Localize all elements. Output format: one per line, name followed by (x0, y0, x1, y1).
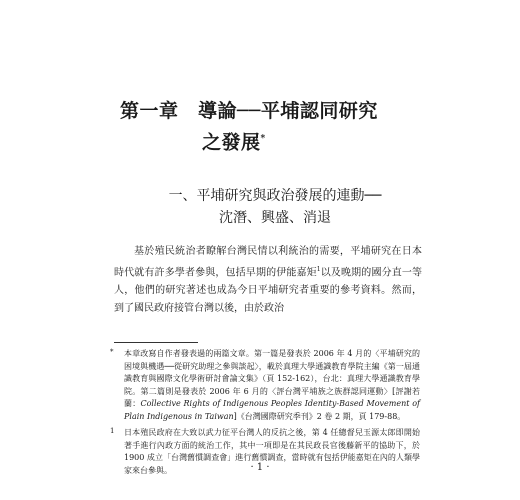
body-text-part-2: 以及晚期的國分直一等人，他們的研究著述也成為今日平埔研究者重要的參考資料。然而，到了國民政府接管台灣以後，由於政治 (114, 267, 423, 315)
section-heading-line-2: 沈潛、興盛、消退 (219, 210, 331, 226)
section-heading-line-1: 一、平埔研究與政治發展的連動── (168, 188, 382, 204)
footnote-star-text-b: ]《台灣國際研究季刊》2 卷 2 期，頁 179-88。 (233, 411, 406, 421)
chapter-note-marker: * (260, 134, 266, 144)
footnote-star-mark: * (110, 348, 114, 356)
footnote-1-text: 日本殖民政府在大致以武力征平台灣人的反抗之後，第 4 任總督兒玉源太郎即開始著手進行內政方面的統治工作，其中一項即是在其民政長官後藤新平的協助下，於 1900 成立「台灣舊慣調查會」進行舊慣調查，當時就有包括伊能嘉矩在內的人類學家來台參與。 (124, 428, 420, 475)
footnote-reference-1: 1 (316, 266, 321, 273)
chapter-title-line-2-text: 之發展 (202, 131, 261, 154)
footnote-1-mark: 1 (110, 427, 115, 435)
body-paragraph (114, 243, 422, 318)
body-text (114, 243, 422, 318)
footnote-star-english-title: Collective Rights of Indigenous Peoples Identity-Based Movement of Plain Indigenous in Taiwan (124, 399, 421, 421)
footnote-star (110, 348, 421, 423)
chapter-title (120, 97, 420, 156)
section-heading (150, 185, 400, 229)
body-text-part-1: 基於殖民統治者瞭解台灣民情以利統治的需要，平埔研究在日本時代就有許多學者參與，包括早期的伊能嘉矩 (114, 246, 422, 279)
footnote-star-text-a: 本章改寫自作者發表過的兩篇文章。第一篇是發表於 2006 年 4 月的〈平埔研究的困境與機遇──從研究助理之參與談起〉，載於真理大學通識教育學院主編《第一屆通識教育與國際文化學術研討會論文集》（頁 152-162），台北：真理大學通識教育學院。第二篇則是發表於 2006 年 6 月的〈評台灣平埔族之族群認同運動〉[評謝若蘭： (124, 349, 420, 408)
chapter-title-line-1: 第一章 導論──平埔認同研究 (120, 100, 378, 122)
chapter-title-line-2 (120, 125, 420, 156)
footnote-divider (114, 342, 198, 343)
page-number: · 1 · (250, 462, 270, 473)
